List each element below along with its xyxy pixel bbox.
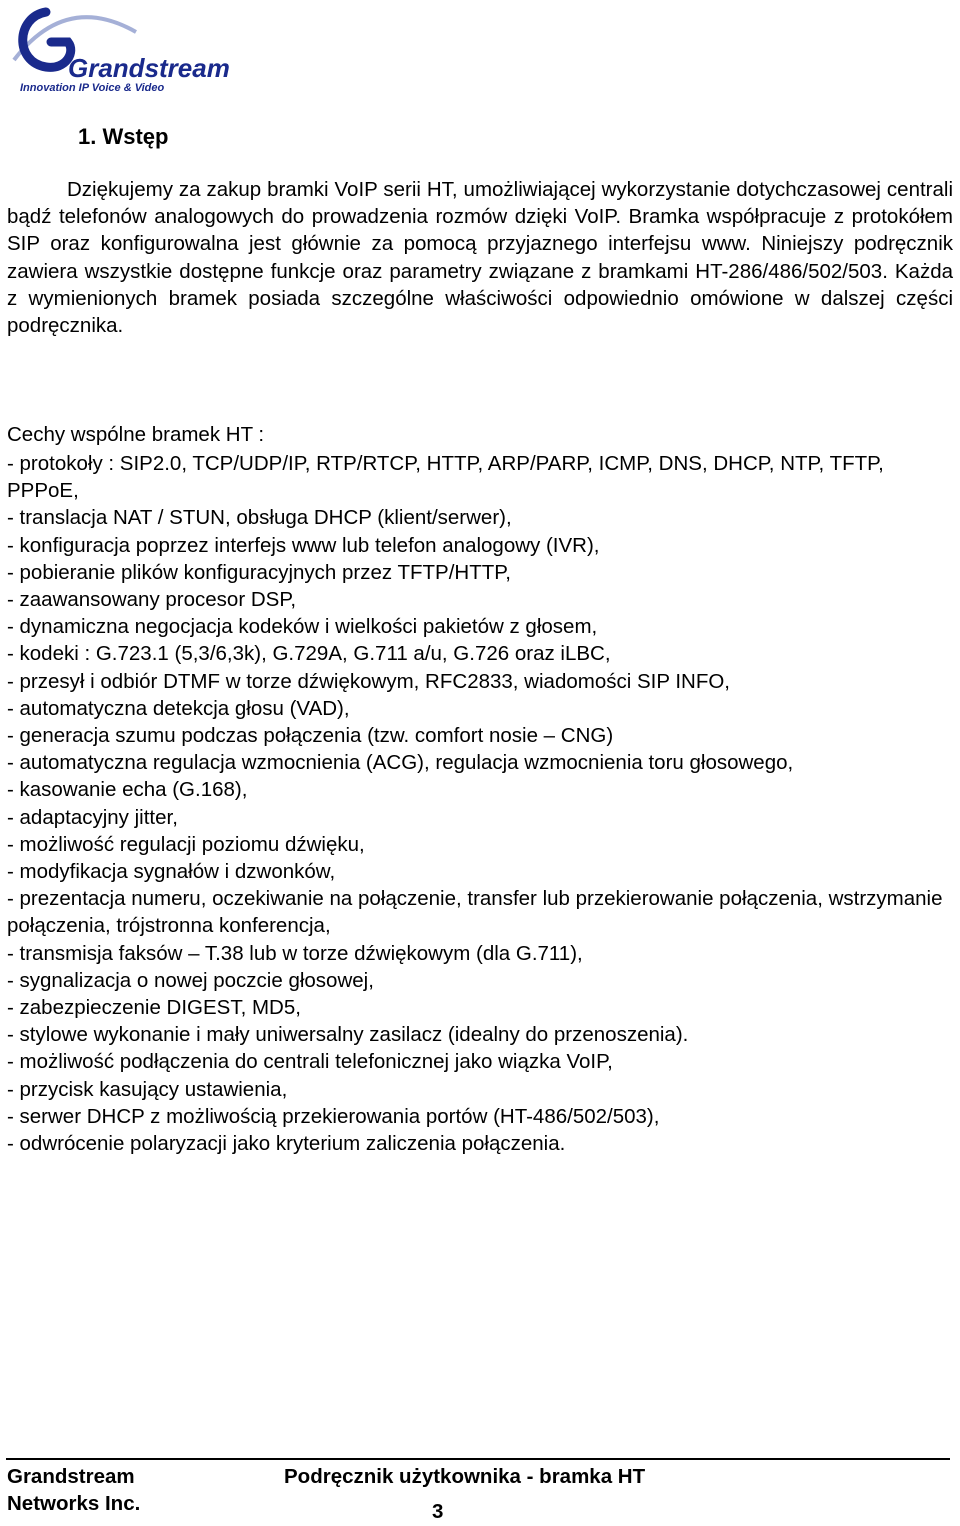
list-item: - kasowanie echa (G.168), xyxy=(7,778,248,802)
list-item: - automatyczna detekcja głosu (VAD), xyxy=(7,696,350,720)
list-item: - pobieranie plików konfiguracyjnych przez TFTP/HTTP, xyxy=(7,560,511,584)
logo-tagline: Innovation IP Voice & Video xyxy=(20,82,165,94)
footer-divider xyxy=(6,1458,950,1460)
footer-company-line2: Networks Inc. xyxy=(7,1492,141,1515)
list-item: - przesył i odbiór DTMF w torze dźwiękowym, RFC2833, wiadomości SIP INFO, xyxy=(7,669,731,693)
list-item: - translacja NAT / STUN, obsługa DHCP (klient/serwer), xyxy=(7,506,512,530)
list-item: - sygnalizacja o nowej poczcie głosowej, xyxy=(7,968,374,992)
list-item: - modyfikacja sygnałów i dzwonków, xyxy=(7,860,336,884)
list-item: - protokoły : SIP2.0, TCP/UDP/IP, RTP/RTCP, HTTP, ARP/PARP, ICMP, DNS, DHCP, NTP, TFTP, PPPoE, xyxy=(7,452,884,503)
features-list xyxy=(7,450,953,1157)
list-item: - automatyczna regulacja wzmocnienia (ACG), regulacja wzmocnienia toru głosowego, xyxy=(7,751,794,775)
intro-paragraph: Dziękujemy za zakup bramki VoIP serii HT, umożliwiającej wykorzystanie dotychczasowej centrali bądź telefonów analogowych do prowadzenia rozmów dzięki VoIP. Bramka współpracuje z protokółem SIP oraz konfigurowalna jest głównie za pomocą przyjaznego interfejsu www. Niniejszy podręcznik zawiera wszystkie dostępne funkcje oraz parametry związane z bramkami HT-286/486/502/503. Każda z wymienionych bramek posiada szczególne właściwości odpowiednio omówione w dalszej części podręcznika. xyxy=(7,178,953,338)
list-item: - dynamiczna negocjacja kodeków i wielkości pakietów z głosem, xyxy=(7,615,598,639)
list-item: - prezentacja numeru, oczekiwanie na połączenie, transfer lub przekierowanie połączenia, wstrzymanie połączenia, trójstronna konferencja, xyxy=(7,887,943,938)
list-item: - generacja szumu podczas połączenia (tzw. comfort nosie – CNG) xyxy=(7,724,614,748)
page-number: 3 xyxy=(432,1500,444,1523)
footer-title: Podręcznik użytkownika - bramka HT xyxy=(284,1465,646,1488)
list-item: - kodeki : G.723.1 (5,3/6,3k), G.729A, G.711 a/u, G.726 oraz iLBC, xyxy=(7,642,611,666)
list-item: - odwrócenie polaryzacji jako kryterium zaliczenia połączenia. xyxy=(7,1132,566,1156)
list-item: - przycisk kasujący ustawienia, xyxy=(7,1077,288,1101)
list-item: - stylowe wykonanie i mały uniwersalny zasilacz (idealny do przenoszenia). xyxy=(7,1023,689,1047)
list-item: - serwer DHCP z możliwością przekierowania portów (HT-486/502/503), xyxy=(7,1104,660,1128)
logo-wordmark: Grandstream xyxy=(68,53,230,83)
list-item: - transmisja faksów – T.38 lub w torze dźwiękowym (dla G.711), xyxy=(7,941,583,965)
list-item: - zaawansowany procesor DSP, xyxy=(7,588,297,612)
list-item: - możliwość podłączenia do centrali telefonicznej jako wiązka VoIP, xyxy=(7,1050,613,1074)
list-item: - konfiguracja poprzez interfejs www lub telefon analogowy (IVR), xyxy=(7,533,600,557)
section-heading: 1. Wstęp xyxy=(78,124,169,149)
footer-company-line1: Grandstream xyxy=(7,1465,135,1488)
list-item: - adaptacyjny jitter, xyxy=(7,805,178,829)
footer-company xyxy=(7,1463,140,1517)
list-item: - możliwość regulacji poziomu dźwięku, xyxy=(7,832,365,856)
list-item: - zabezpieczenie DIGEST, MD5, xyxy=(7,996,301,1020)
features-title: Cechy wspólne bramek HT : xyxy=(7,423,265,446)
